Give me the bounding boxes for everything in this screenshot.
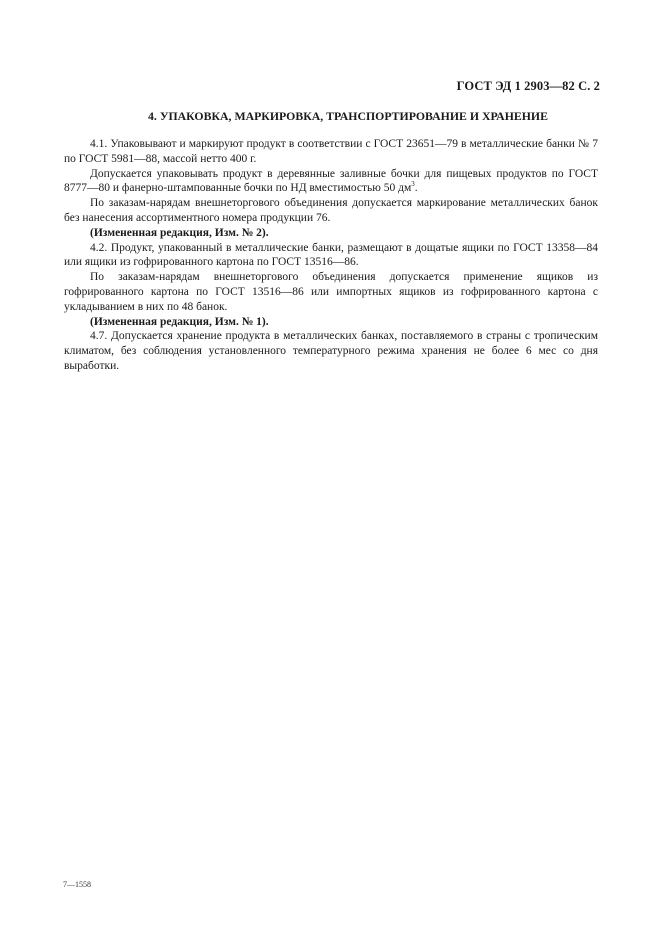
- section-title: 4. УПАКОВКА, МАРКИРОВКА, ТРАНСПОРТИРОВАНИЕ И ХРАНЕНИЕ: [148, 109, 548, 123]
- paragraph-4-7: 4.7. Допускается хранение продукта в металлических банках, поставляемого в страны с тропическим климатом, без соблюдения установленного температурного режима хранения не более 6 мес со дня выработки.: [64, 330, 598, 372]
- print-code: 7—1558: [63, 880, 91, 889]
- section-body: [64, 137, 598, 374]
- paragraph-4-1: 4.1. Упаковывают и маркируют продукт в соответствии с ГОСТ 23651—79 в металлические банки № 7 по ГОСТ 5981—88, массой нетто 400 г.: [64, 138, 598, 165]
- amendment-note-2: (Измененная редакция, Изм. № 2).: [90, 226, 269, 239]
- paragraph-barrels: [64, 167, 598, 197]
- cubic-superscript: 3: [411, 180, 415, 189]
- paragraph-barrels-end: .: [414, 182, 418, 195]
- amendment-note-1: (Измененная редакция, Изм. № 1).: [90, 315, 269, 328]
- document-reference: ГОСТ ЭД 1 2903—82 С. 2: [456, 79, 600, 93]
- paragraph-barrels-text: Допускается упаковывать продукт в деревянные заливные бочки для пищевых продуктов по ГОСТ 8777—80 и фанерно-штампованные бочки по НД вместимостью 50 дм: [64, 167, 598, 195]
- paragraph-4-2: 4.2. Продукт, упакованный в металлические банки, размещают в дощатые ящики по ГОСТ 13358—84 или ящики из гофрированного картона по ГОСТ 13516—86.: [64, 241, 598, 269]
- paragraph-marking: По заказам-нарядам внешнеторгового объединения допускается маркирование металлических банок без нанесения ассортиментного номера продукции 76.: [64, 197, 598, 224]
- paragraph-export-boxes: По заказам-нарядам внешнеторгового объединения допускается применение ящиков из гофрированного картона по ГОСТ 13516—86 или импортных ящиков из гофрированного картона с укладыванием в них по 48 банок.: [64, 271, 598, 313]
